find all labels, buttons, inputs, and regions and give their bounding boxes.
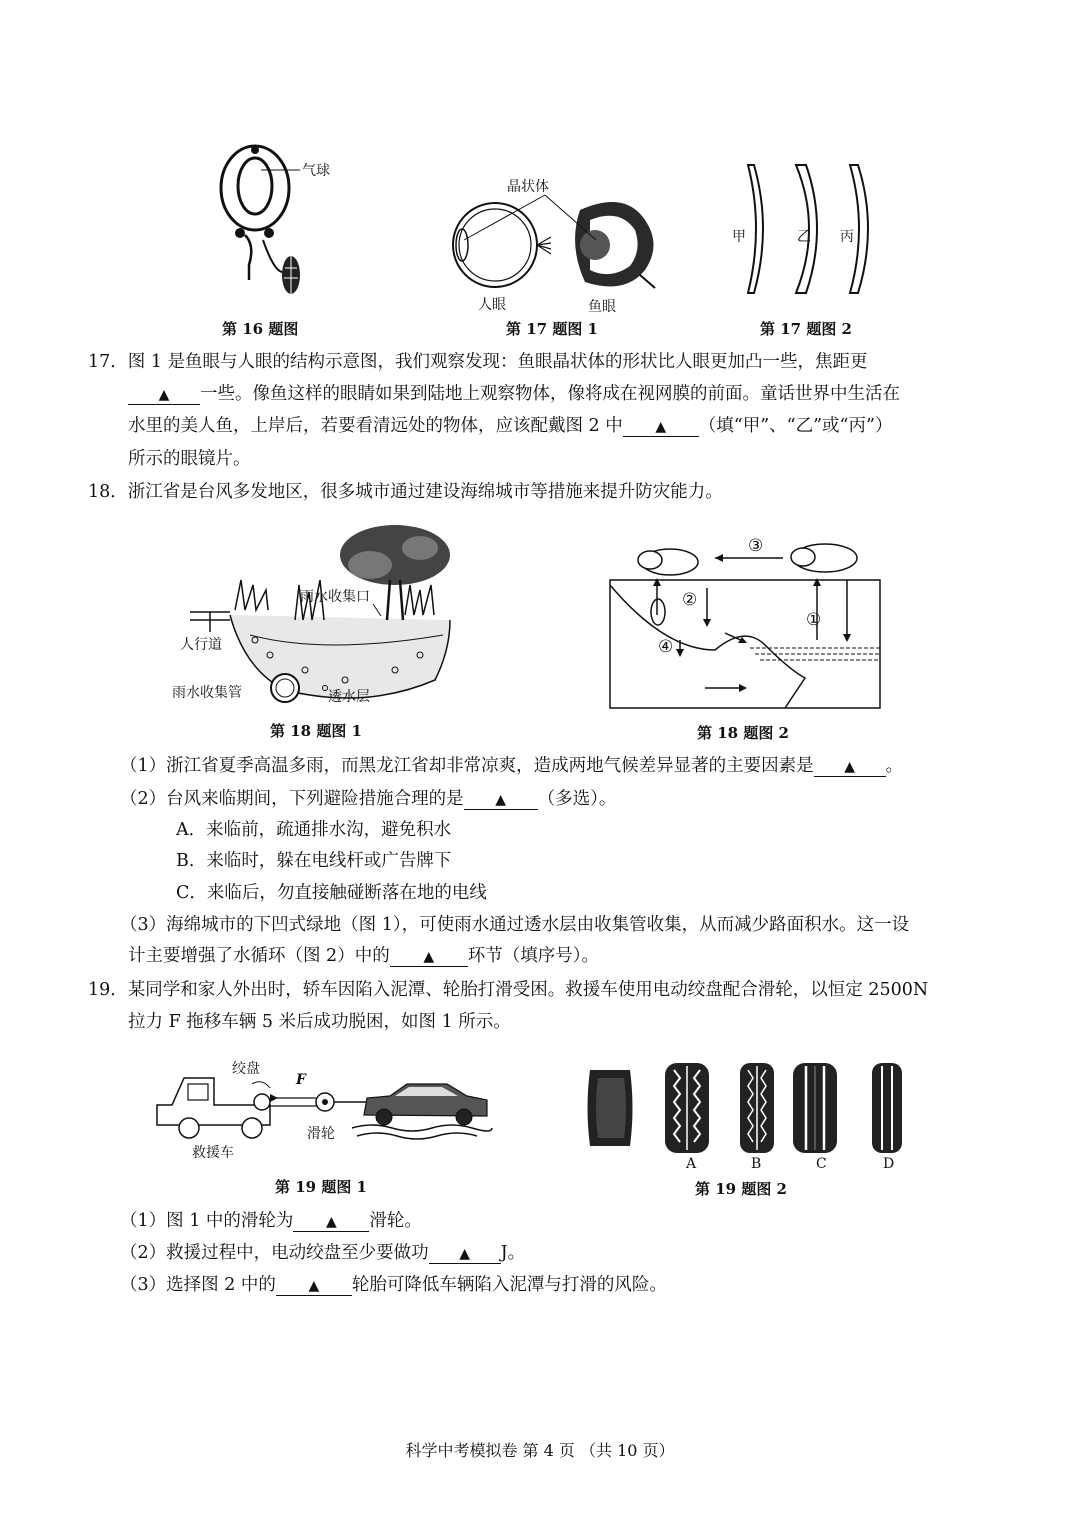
lens-bing-label: 丙 [840, 229, 854, 245]
q17-line-3 [128, 410, 892, 442]
figure-19-2-caption: 第 19 题图 2 [695, 1180, 787, 1198]
q18-part-2-text: （2）台风来临期间，下列避险措施合理的是 [120, 789, 464, 809]
winch-label: 绞盘 [232, 1061, 260, 1077]
q17-blank-1[interactable]: ▲ [128, 386, 200, 405]
q18-blank-1[interactable]: ▲ [814, 758, 886, 777]
q19-part-1-text: （1）图 1 中的滑轮为 [120, 1211, 294, 1231]
force-label: F [296, 1072, 306, 1088]
q19-part-2 [120, 1237, 525, 1269]
figure-17-1-eye-structure [450, 190, 660, 300]
rescue-truck-label: 救援车 [192, 1145, 234, 1161]
q17-line-2-text: 一些。像鱼这样的眼睛如果到陆地上观察物体，像将成在视网膜的前面。童话世界中生活在 [200, 384, 900, 404]
q19-part-1-tail: 滑轮。 [369, 1211, 422, 1231]
tire-d-label: D [883, 1156, 895, 1172]
q19-part-2-text: （2）救援过程中，电动绞盘至少要做功 [120, 1243, 429, 1263]
lens-jia-label: 甲 [732, 229, 746, 245]
pulley-label: 滑轮 [307, 1126, 335, 1142]
cycle-label-3: ③ [748, 536, 764, 556]
q17-line-4: 所示的眼镜片。 [128, 449, 251, 469]
q19-part-3-text: （3）选择图 2 中的 [120, 1275, 276, 1295]
q19-line-2: 拉力 F 拖移车辆 5 米后成功脱困，如图 1 所示。 [128, 1012, 511, 1032]
q18-part-2 [120, 783, 616, 815]
q18-part-3-tail: 环节（填序号）。 [467, 946, 599, 966]
fish-eye-label: 鱼眼 [588, 299, 616, 315]
q19-part-3 [120, 1269, 667, 1301]
cycle-label-1: ① [806, 610, 822, 630]
q19-part-1 [120, 1205, 422, 1237]
q18-option-b: B．来临时，躲在电线杆或广告牌下 [176, 851, 452, 871]
q18-part-1 [120, 750, 903, 782]
q19-part-2-tail: J。 [500, 1243, 526, 1263]
lens-yi-label: 乙 [797, 229, 811, 245]
tire-c-label: C [816, 1156, 827, 1172]
tire-a-label: A [686, 1156, 697, 1172]
rain-inlet-label: 雨水收集口 [300, 589, 370, 605]
q19-blank-2[interactable]: ▲ [429, 1245, 501, 1264]
sidewalk-label: 人行道 [180, 637, 222, 653]
tire-b-label: B [751, 1156, 762, 1172]
q17-blank-2[interactable]: ▲ [623, 418, 699, 437]
q18-part-2-tail: （多选）。 [537, 789, 617, 809]
q19-blank-3[interactable]: ▲ [276, 1277, 352, 1296]
balloon-label: 气球 [302, 163, 330, 179]
q18-part-3-line-2 [128, 940, 599, 972]
q18-blank-2[interactable]: ▲ [464, 791, 538, 810]
cycle-label-2: ② [682, 590, 698, 610]
figure-18-2-caption: 第 18 题图 2 [697, 724, 789, 742]
q18-option-c: C．来临后，勿直接触碰断落在地的电线 [176, 883, 487, 903]
human-eye-label: 人眼 [478, 297, 506, 313]
q17-line-1: 17．图 1 是鱼眼与人眼的结构示意图，我们观察发现：鱼眼晶状体的形状比人眼更加凸一些，焦距更 [88, 352, 868, 372]
q17-line-2 [128, 378, 900, 410]
figure-16-caption: 第 16 题图 [222, 320, 299, 338]
q18-intro: 18．浙江省是台风多发地区，很多城市通过建设海绵城市等措施来提升防灾能力。 [88, 482, 723, 502]
q18-part-3-line-1: （3）海绵城市的下凹式绿地（图 1），可使雨水通过透水层由收集管收集，从而减少路面积水。这一设 [120, 915, 910, 935]
q17-line-3-tail: （填“甲”、“乙”或“丙”） [698, 416, 893, 436]
page-footer: 科学中考模拟卷 第 4 页 （共 10 页） [405, 1441, 675, 1460]
q18-part-1-tail: 。 [885, 756, 904, 776]
figure-17-1-caption: 第 17 题图 1 [506, 320, 598, 338]
figure-19-1-caption: 第 19 题图 1 [275, 1178, 367, 1196]
q19-line-1: 19．某同学和家人外出时，轿车因陷入泥潭、轮胎打滑受困。救援车使用电动绞盘配合滑轮，以恒定 2500N [88, 980, 929, 1000]
figure-18-1-caption: 第 18 题图 1 [270, 722, 362, 740]
figure-19-2-tires [580, 1058, 910, 1158]
q19-blank-1[interactable]: ▲ [293, 1213, 369, 1232]
cycle-label-4: ④ [658, 637, 674, 657]
q17-line-3-text: 水里的美人鱼，上岸后，若要看清远处的物体，应该配戴图 2 中 [128, 416, 623, 436]
rain-pipe-label: 雨水收集管 [172, 685, 242, 701]
q18-blank-3[interactable]: ▲ [390, 948, 468, 967]
figure-18-2-water-cycle [605, 530, 885, 715]
lens-label: 晶状体 [507, 179, 549, 195]
figure-17-2-caption: 第 17 题图 2 [760, 320, 852, 338]
q19-part-3-tail: 轮胎可降低车辆陷入泥潭与打滑的风险。 [351, 1275, 667, 1295]
q18-part-3-text: 计主要增强了水循环（图 2）中的 [128, 946, 390, 966]
q18-part-1-text: （1）浙江省夏季高温多雨，而黑龙江省却非常凉爽，造成两地气候差异显著的主要因素是 [120, 756, 814, 776]
permeable-layer-label: 透水层 [328, 689, 370, 705]
q18-option-a: A．来临前，疏通排水沟，避免积水 [176, 820, 452, 840]
